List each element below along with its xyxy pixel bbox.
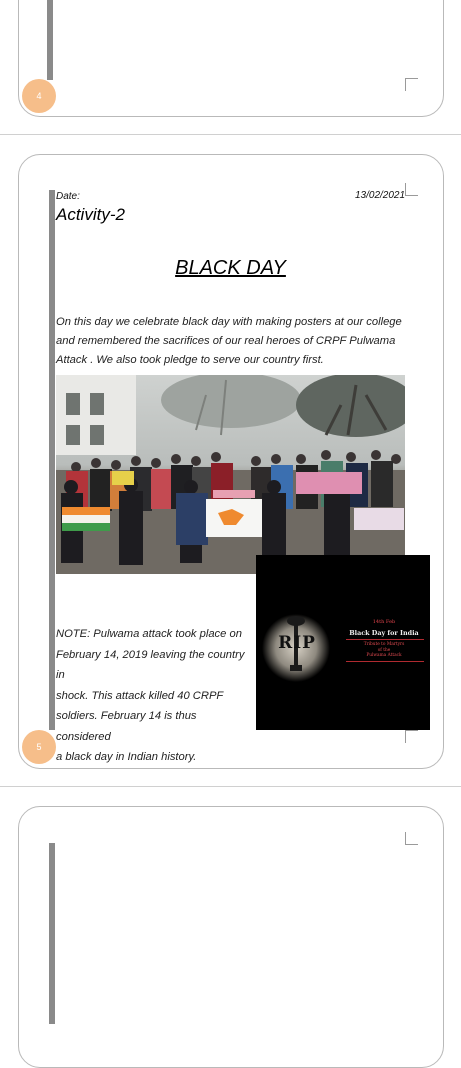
document-page-4 bbox=[18, 0, 444, 117]
date-value: 13/02/2021 bbox=[355, 190, 406, 201]
page-margin-bar bbox=[49, 843, 55, 1024]
poster-subtitle-line: Pulwama Attack bbox=[366, 653, 402, 658]
paragraph-line: and remembered the sacrifices of our real heroes of CRPF Pulwama bbox=[56, 335, 396, 347]
note-line: February 14, 2019 leaving the country in bbox=[56, 648, 245, 681]
page-heading: BLACK DAY bbox=[175, 257, 286, 279]
note-paragraph bbox=[56, 624, 252, 768]
paragraph-line: On this day we celebrate black day with making posters at our college bbox=[56, 316, 402, 328]
poster-subtitle-line: Tribute to Martyrs bbox=[363, 642, 405, 647]
document-page-6 bbox=[18, 806, 444, 1068]
page-number-text: 4 bbox=[36, 91, 42, 101]
page-margin-bar bbox=[47, 0, 53, 80]
page-separator bbox=[0, 134, 461, 135]
date-label: Date: bbox=[56, 191, 80, 202]
page-number-badge bbox=[22, 79, 56, 113]
poster-subtitle bbox=[342, 642, 426, 659]
activity-title: Activity-2 bbox=[56, 205, 125, 224]
page-number-text: 5 bbox=[36, 742, 42, 752]
paragraph-line: Attack . We also took pledge to serve our country first. bbox=[56, 354, 324, 366]
black-day-poster bbox=[256, 555, 430, 730]
poster-rip-text: RIP bbox=[278, 633, 316, 653]
note-line: soldiers. February 14 is thus considered bbox=[56, 710, 197, 743]
group-photo bbox=[56, 375, 405, 574]
page-number-badge bbox=[22, 730, 56, 764]
page-corner-mark bbox=[405, 832, 418, 845]
page-corner-mark bbox=[405, 183, 418, 196]
poster-title: Black Day for India bbox=[349, 629, 419, 637]
note-line: NOTE: Pulwama attack took place on bbox=[56, 628, 242, 640]
page-corner-mark bbox=[405, 730, 418, 743]
page-corner-mark bbox=[405, 78, 418, 91]
poster-divider bbox=[346, 661, 424, 662]
poster-subtitle-line: of the bbox=[377, 647, 391, 653]
page-separator bbox=[0, 786, 461, 787]
note-line: a black day in Indian history. bbox=[56, 751, 197, 763]
note-line: shock. This attack killed 40 CRPF bbox=[56, 689, 224, 702]
description-paragraph bbox=[56, 313, 406, 370]
poster-date-line: 14th Feb bbox=[372, 619, 396, 625]
poster-divider bbox=[346, 639, 424, 640]
